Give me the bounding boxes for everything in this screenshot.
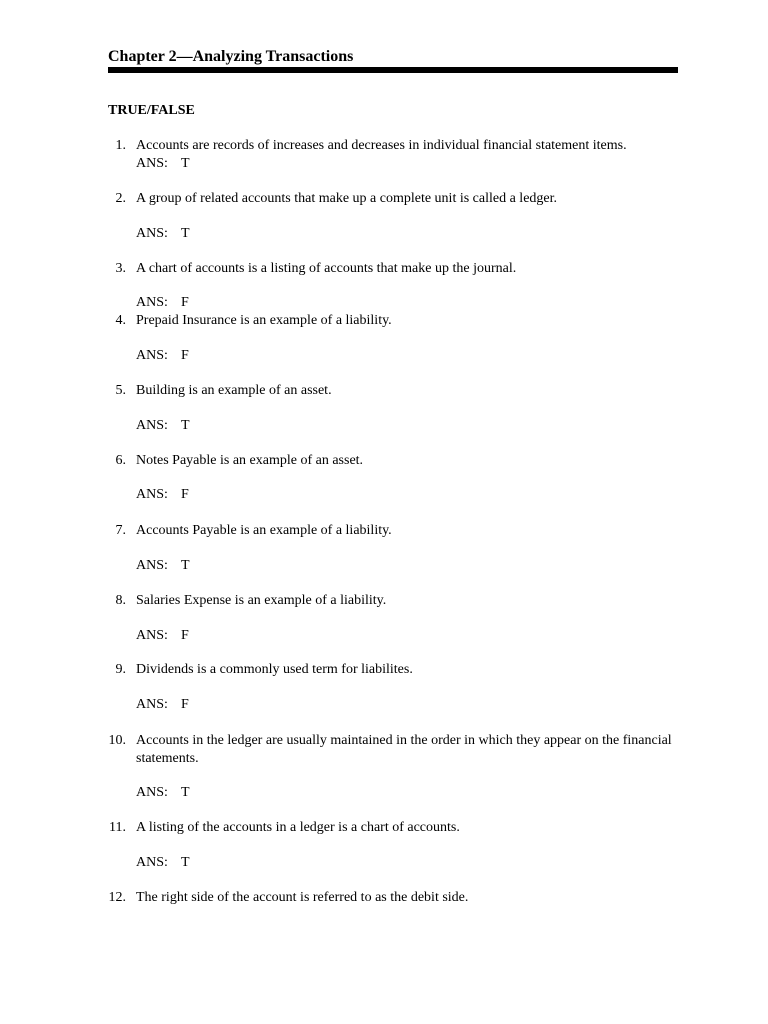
answer-line xyxy=(136,294,189,312)
question-text: A chart of accounts is a listing of accounts that make up the journal. xyxy=(136,261,517,276)
title-rule xyxy=(108,67,678,73)
answer-value: T xyxy=(181,418,190,433)
answer-line xyxy=(136,784,190,802)
answer-value: T xyxy=(181,785,190,800)
question-number: 2. xyxy=(115,191,126,206)
question-text: Accounts Payable is an example of a liability. xyxy=(136,523,392,538)
question-number: 11. xyxy=(109,820,126,835)
question-number: 8. xyxy=(115,593,126,608)
answer-value: F xyxy=(181,628,189,643)
answer-label: ANS: xyxy=(136,697,168,712)
answer-line xyxy=(136,557,190,575)
question-number: 5. xyxy=(115,383,126,398)
answer-line xyxy=(136,854,190,872)
answer-label: ANS: xyxy=(136,418,168,433)
answer-line xyxy=(136,347,189,365)
question-text: Notes Payable is an example of an asset. xyxy=(136,453,364,468)
answer-label: ANS: xyxy=(136,487,168,502)
answer-line xyxy=(136,417,190,435)
answer-value: F xyxy=(181,697,189,712)
answer-value: F xyxy=(181,295,189,310)
answer-value: T xyxy=(181,156,190,171)
chapter-title: Chapter 2—Analyzing Transactions xyxy=(108,48,354,65)
answer-line xyxy=(136,627,189,645)
question-number: 1. xyxy=(115,138,126,153)
answer-value: T xyxy=(181,226,190,241)
answer-label: ANS: xyxy=(136,226,168,241)
question-text: A group of related accounts that make up a complete unit is called a ledger. xyxy=(136,191,558,206)
question-number: 12. xyxy=(108,890,126,905)
answer-line xyxy=(136,155,190,173)
answer-label: ANS: xyxy=(136,785,168,800)
answer-value: T xyxy=(181,855,190,870)
section-heading: TRUE/FALSE xyxy=(108,103,195,118)
question-text: Building is an example of an asset. xyxy=(136,383,332,398)
question-number: 3. xyxy=(115,261,126,276)
question-text: Salaries Expense is an example of a liability. xyxy=(136,593,387,608)
question-number: 9. xyxy=(115,662,126,677)
question-text: A listing of the accounts in a ledger is a chart of accounts. xyxy=(136,820,460,835)
answer-line xyxy=(136,696,189,714)
answer-value: F xyxy=(181,348,189,363)
answer-label: ANS: xyxy=(136,628,168,643)
answer-label: ANS: xyxy=(136,855,168,870)
question-text: Prepaid Insurance is an example of a liability. xyxy=(136,313,392,328)
question-text: Accounts in the ledger are usually maintained in the order in which they appear on the financial statements. xyxy=(136,733,672,766)
answer-label: ANS: xyxy=(136,558,168,573)
answer-value: F xyxy=(181,487,189,502)
question-number: 7. xyxy=(115,523,126,538)
answer-label: ANS: xyxy=(136,295,168,310)
question-text: Accounts are records of increases and decreases in individual financial statement items. xyxy=(136,138,627,153)
answer-value: T xyxy=(181,558,190,573)
answer-line xyxy=(136,486,189,504)
answer-label: ANS: xyxy=(136,348,168,363)
question-text: The right side of the account is referred to as the debit side. xyxy=(136,890,469,905)
question-number: 10. xyxy=(108,733,126,748)
question-number: 4. xyxy=(115,313,126,328)
answer-label: ANS: xyxy=(136,156,168,171)
question-number: 6. xyxy=(115,453,126,468)
answer-line xyxy=(136,225,190,243)
question-text: Dividends is a commonly used term for liabilites. xyxy=(136,662,413,677)
